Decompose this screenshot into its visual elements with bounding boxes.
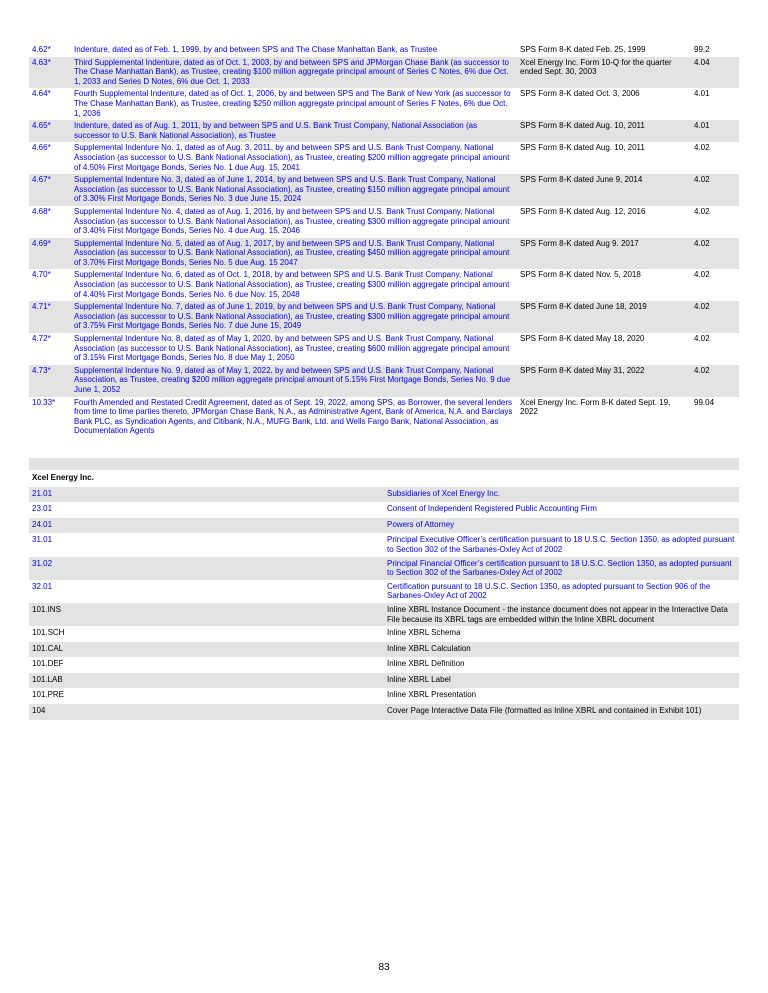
- table-row: [29, 301, 739, 333]
- exhibit-number[interactable]: 4.63*: [29, 57, 71, 89]
- exhibit-ref-number: 4.01: [691, 120, 739, 142]
- table-row: [29, 487, 739, 503]
- exhibit-description: Inline XBRL Label: [384, 673, 739, 689]
- exhibit-number[interactable]: 4.64*: [32, 89, 51, 99]
- exhibit-reference: SPS Form 8-K dated June 18, 2019: [517, 301, 691, 333]
- exhibit-description-link[interactable]: Supplemental Indenture No. 5, dated as of Aug. 1, 2017, by and between SPS and U.S. Bank Trust Company, National Association (as successor to U.S. Bank National Association), as Trustee, creating $450 million aggregate principal amount of 3.70% First Mortgage Bonds, Series No. 5 due Aug. 15 2047: [71, 238, 517, 270]
- exhibit-description: Inline XBRL Presentation: [387, 690, 477, 700]
- exhibit-description: Inline XBRL Instance Document - the instance document does not appear in the Interactive Data File because its XBRL tags are embedded within the Inline XBRL document: [384, 603, 739, 626]
- table-row: [29, 502, 739, 518]
- section-header-row: [29, 470, 739, 487]
- exhibit-reference: SPS Form 8-K dated Feb. 25, 1999: [520, 45, 646, 54]
- table-row: [29, 365, 739, 397]
- section-title: Xcel Energy Inc.: [32, 472, 94, 482]
- table-row: [29, 120, 739, 142]
- exhibit-reference: SPS Form 8-K dated Aug 9. 2017: [517, 238, 691, 270]
- table-row: [29, 603, 739, 626]
- xcel-exhibits-table: [29, 438, 739, 720]
- exhibit-number: 101.SCH: [32, 628, 65, 638]
- exhibit-reference: SPS Form 8-K dated May 18, 2020: [520, 334, 645, 344]
- page-number: 83: [378, 962, 390, 973]
- table-row: [29, 206, 739, 238]
- table-row: [29, 626, 739, 642]
- table-row: [29, 533, 739, 556]
- exhibit-description-link[interactable]: Principal Financial Officer’s certification pursuant to 18 U.S.C. Section 1350, as adopted pursuant to Section 302 of the Sarbanes-Oxley Act of 2002: [384, 557, 739, 580]
- exhibit-number[interactable]: 4.69*: [29, 238, 71, 270]
- exhibits-table: [29, 44, 739, 438]
- exhibit-description-link[interactable]: Supplemental Indenture No. 7, dated as of June 1, 2019, by and between SPS and U.S. Bank Trust Company, National Association (as successor to U.S. Bank National Association), as Trustee, creating $300 million aggregate principal amount of 3.75% First Mortgage Bonds, Series No. 7 due June 15, 2049: [71, 301, 517, 333]
- exhibit-description-link[interactable]: Principal Executive Officer’s certification pursuant to 18 U.S.C. Section 1350, as adopted pursuant to Section 302 of the Sarbanes-Oxley Act of 2002: [387, 535, 735, 554]
- exhibit-number[interactable]: 4.73*: [29, 365, 71, 397]
- table-row: [29, 88, 739, 120]
- exhibit-number[interactable]: 24.01: [29, 518, 384, 534]
- exhibit-description-link[interactable]: Indenture, dated as of Aug. 1, 2011, by and between SPS and U.S. Bank Trust Company, National Association (as successor to U.S. Bank National Association), as Trustee: [71, 120, 517, 142]
- table-row: [29, 174, 739, 206]
- exhibit-number[interactable]: 31.02: [29, 557, 384, 580]
- exhibit-ref-number: 4.02: [691, 174, 739, 206]
- exhibit-description: Inline XBRL Definition: [387, 659, 465, 669]
- exhibit-description: Inline XBRL Schema: [387, 628, 461, 638]
- exhibit-description-link[interactable]: Powers of Attorney: [384, 518, 739, 534]
- exhibit-description: Cover Page Interactive Data File (formatted as Inline XBRL and contained in Exhibit 101): [384, 704, 739, 720]
- exhibit-ref-number: 99.04: [694, 397, 715, 407]
- spacer-row: [29, 458, 739, 470]
- exhibit-description-link[interactable]: Fourth Supplemental Indenture, dated as of Oct. 1, 2006, by and between SPS and The Bank of New York (as successor to The Chase Manhattan Bank), as Trustee, creating $250 million aggregate principal amount of Series F Notes, 6% due Oct. 1, 2036: [74, 89, 511, 118]
- table-row: [29, 642, 739, 658]
- exhibit-number: 101.PRE: [32, 690, 65, 700]
- exhibit-ref-number: 4.02: [694, 143, 710, 153]
- exhibit-reference: SPS Form 8-K dated Aug. 10, 2011: [517, 120, 691, 142]
- exhibit-number[interactable]: 21.01: [29, 487, 384, 503]
- exhibit-description-link[interactable]: Supplemental Indenture No. 1, dated as of Aug. 3, 2011, by and between SPS and U.S. Bank Trust Company, National Association (as successor to U.S. Bank National Association), as Trustee, creating $200 million aggregate principal amount of 4.50% First Mortgage Bonds, Series No. 1 due Aug. 15, 2041: [74, 143, 510, 172]
- exhibit-description-link[interactable]: Supplemental Indenture No. 9, dated as of May 1, 2022, by and between SPS and U.S. Bank Trust Company, National Association, as Trustee, creating $200 million aggregate principal amount of 5.15% First Mortgage Bonds, Series No. 9 due June 1, 2052: [71, 365, 517, 397]
- exhibit-number: 101.INS: [29, 603, 384, 626]
- exhibit-number[interactable]: 4.62*: [32, 45, 51, 54]
- exhibit-reference: SPS Form 8-K dated Nov. 5, 2018: [520, 270, 641, 280]
- exhibit-ref-number: 4.02: [691, 365, 739, 397]
- table-row: [29, 557, 739, 580]
- spacer-row: [29, 438, 739, 458]
- exhibit-description-link[interactable]: Consent of Independent Registered Public Accounting Firm: [387, 504, 597, 514]
- exhibit-number[interactable]: 32.01: [32, 581, 53, 591]
- table-row: [29, 673, 739, 689]
- exhibit-reference: SPS Form 8-K dated May 31, 2022: [517, 365, 691, 397]
- exhibit-reference: SPS Form 8-K dated Oct. 3, 2006: [520, 89, 640, 99]
- exhibit-number[interactable]: 10.33*: [32, 397, 56, 407]
- table-row: [29, 44, 739, 57]
- exhibit-ref-number: 4.04: [691, 57, 739, 89]
- exhibit-number[interactable]: 4.66*: [32, 143, 51, 153]
- exhibit-description-link[interactable]: Supplemental Indenture No. 3, dated as of June 1, 2014, by and between SPS and U.S. Bank Trust Company, National Association (as successor to U.S. Bank National Association), as Trustee, creating $150 million aggregate principal amount of 3.30% First Mortgage Bonds, Series No. 3 due June 15, 2024: [71, 174, 517, 206]
- exhibit-description-link[interactable]: Certification pursuant to 18 U.S.C. Section 1350, as adopted pursuant to Section 906 of the Sarbanes-Oxley Act of 2002: [387, 581, 711, 601]
- exhibit-description-link[interactable]: Supplemental Indenture No. 8, dated as of May 1, 2020, by and between SPS and U.S. Bank Trust Company, National Association (as successor to U.S. Bank National Association), as Trustee, creating $600 million aggregate principal amount of 3.15% First Mortgage Bonds, Series No. 8 due May 1, 2050: [74, 334, 510, 363]
- table-row: [29, 397, 739, 438]
- table-row: [29, 704, 739, 720]
- table-row: [29, 57, 739, 89]
- exhibit-description-link[interactable]: Supplemental Indenture No. 4, dated as of Aug. 1, 2016, by and between SPS and U.S. Bank Trust Company, National Association (as successor to U.S. Bank National Association), as Trustee, creating $300 million aggregate principal amount of 3.40% First Mortgage Bonds, Series No. 4 due Aug. 15, 2046: [74, 206, 510, 236]
- exhibit-number[interactable]: 4.72*: [32, 334, 51, 344]
- exhibit-reference: SPS Form 8-K dated June 9, 2014: [517, 174, 691, 206]
- exhibit-description-link[interactable]: Supplemental Indenture No. 6, dated as of Oct. 1, 2018, by and between SPS and U.S. Bank Trust Company, National Association (as successor to U.S. Bank National Association), as Trustee, creating $300 million aggregate principal amount of 4.40% First Mortgage Bonds, Series No. 6 due Nov. 15, 2048: [74, 270, 510, 299]
- exhibit-ref-number: 4.02: [691, 238, 739, 270]
- exhibit-number[interactable]: 4.67*: [29, 174, 71, 206]
- exhibit-ref-number: 4.02: [694, 334, 710, 344]
- exhibit-ref-number: 4.02: [694, 270, 710, 280]
- table-row: [29, 688, 739, 704]
- exhibit-number[interactable]: 23.01: [32, 504, 53, 514]
- exhibit-number[interactable]: 4.65*: [29, 120, 71, 142]
- exhibit-number: 104: [29, 704, 384, 720]
- exhibit-number: 101.CAL: [29, 642, 384, 658]
- exhibit-ref-number: 4.02: [694, 206, 710, 216]
- exhibit-reference: Xcel Energy Inc. Form 10-Q for the quarter ended Sept. 30, 2003: [517, 57, 691, 89]
- exhibit-reference: SPS Form 8-K dated Aug. 10, 2011: [520, 143, 645, 153]
- exhibit-number: 101.LAB: [29, 673, 384, 689]
- exhibit-description-link[interactable]: Indenture, dated as of Feb. 1, 1999, by and between SPS and The Chase Manhattan Bank, as Trustee: [74, 45, 438, 54]
- exhibit-reference: SPS Form 8-K dated Aug. 12, 2016: [520, 206, 646, 216]
- exhibit-list: [29, 44, 739, 720]
- exhibit-reference: Xcel Energy Inc. Form 8-K dated Sept. 19, 2022: [520, 397, 671, 417]
- exhibit-number[interactable]: 4.71*: [29, 301, 71, 333]
- table-row: [29, 142, 739, 174]
- exhibit-number[interactable]: 31.01: [32, 535, 53, 545]
- table-row: [29, 580, 739, 603]
- exhibit-number[interactable]: 4.68*: [32, 206, 51, 216]
- exhibit-ref-number: 99.2: [694, 45, 710, 54]
- table-row: [29, 333, 739, 365]
- table-row: [29, 269, 739, 301]
- exhibit-number: 101.DEF: [32, 659, 64, 669]
- exhibit-description-link[interactable]: Subsidiaries of Xcel Energy Inc.: [384, 487, 739, 503]
- table-row: [29, 238, 739, 270]
- exhibit-ref-number: 4.01: [694, 89, 710, 99]
- exhibit-description: Inline XBRL Calculation: [384, 642, 739, 658]
- exhibit-description-link[interactable]: Third Supplemental Indenture, dated as of Oct. 1, 2003, by and between SPS and JPMorgan Chase Bank (as successor to The Chase Manhattan Bank), as Trustee, creating $100 million aggregate principal amount of Series C Notes, 6% due Oct. 1, 2033 and Series D Notes, 6% due Oct. 1, 2033: [71, 57, 517, 89]
- table-row: [29, 518, 739, 534]
- exhibit-number[interactable]: 4.70*: [32, 270, 51, 280]
- exhibit-description-link[interactable]: Fourth Amended and Restated Credit Agreement, dated as of Sept. 19, 2022, among SPS, as Borrower, the several lenders from time to time parties thereto, JPMorgan Chase Bank, N.A., as Administrative Agent, Bank of America, N.A. and Barclays Bank PLC, as Syndication Agents, and Citibank, N.A., MUFG Bank, Ltd. and Wells Fargo Bank, National Association, as Documentation Agents: [74, 397, 513, 436]
- exhibit-ref-number: 4.02: [691, 301, 739, 333]
- table-row: [29, 657, 739, 673]
